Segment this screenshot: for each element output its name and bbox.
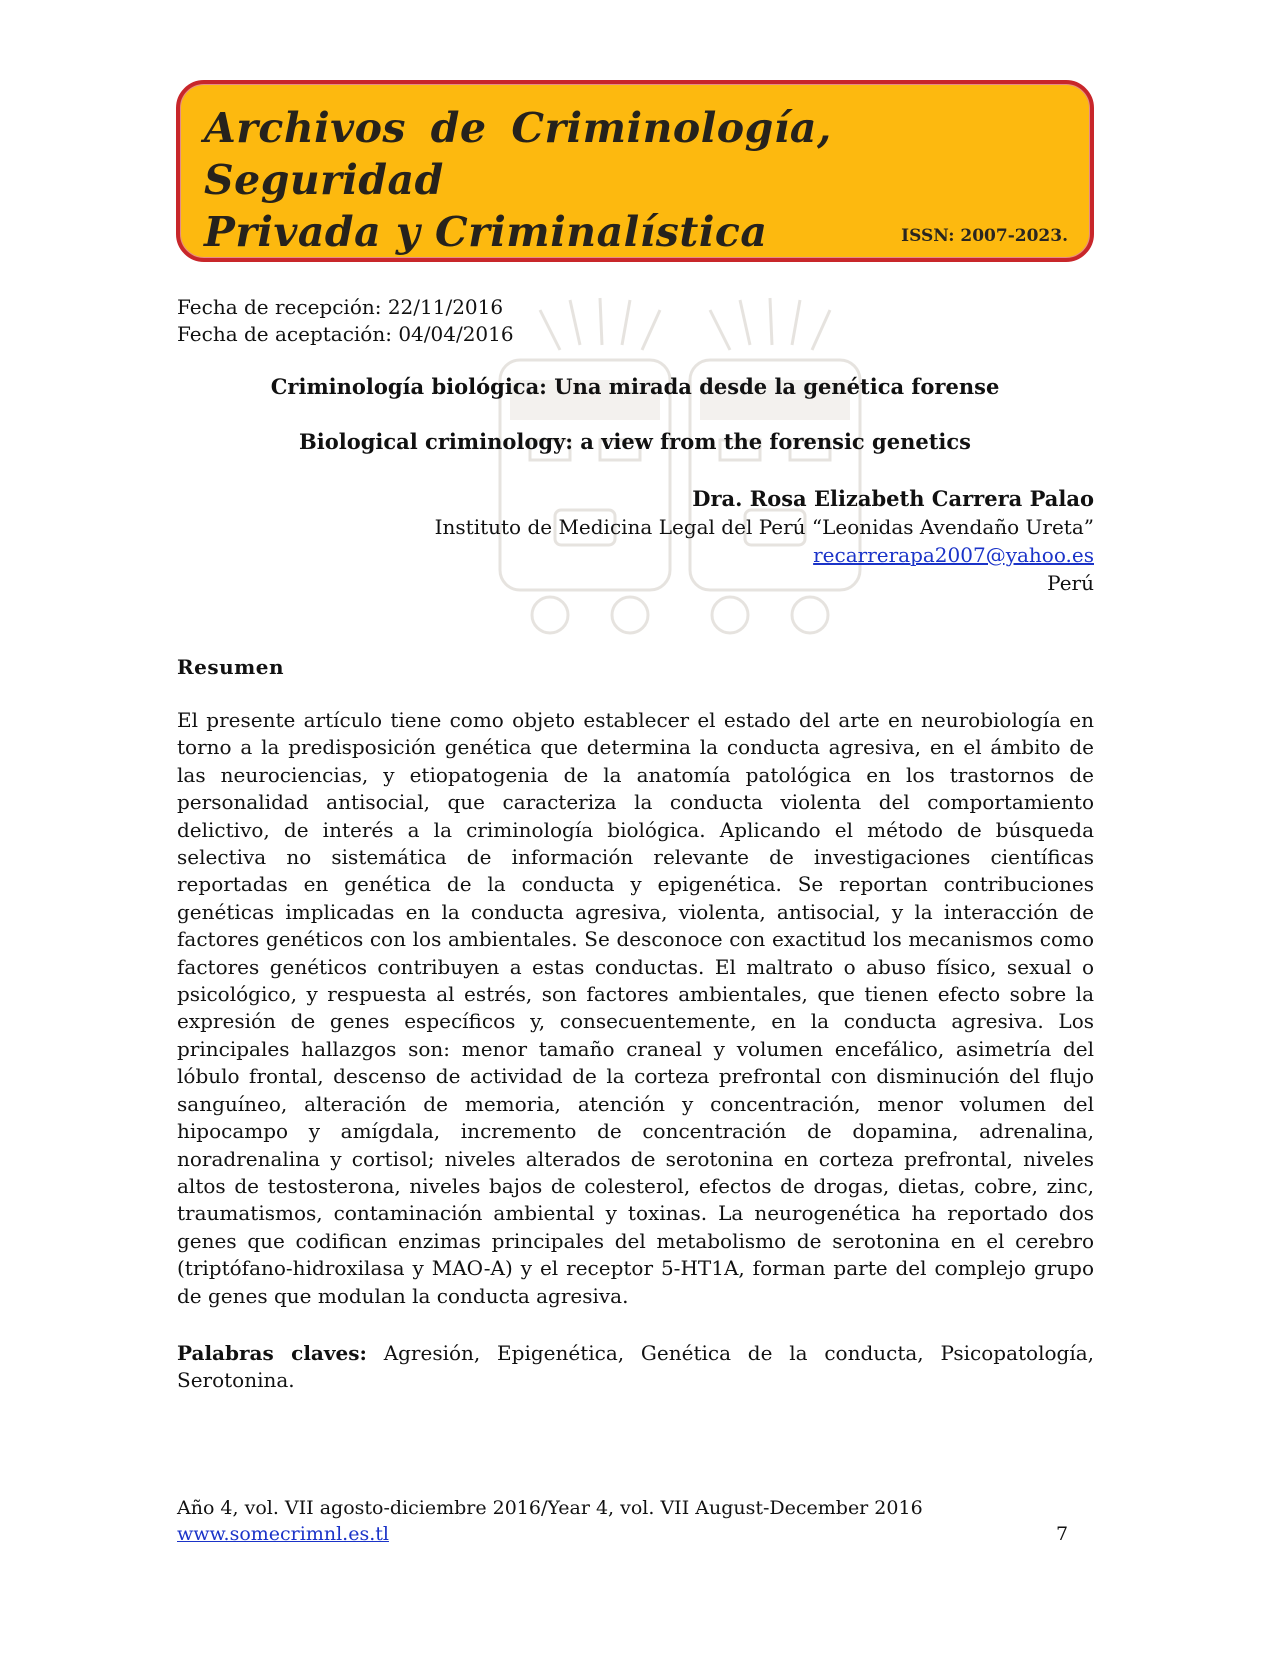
author-email-link[interactable]: recarrerapa2007@yahoo.es xyxy=(813,543,1094,567)
date-received: Fecha de recepción: 22/11/2016 xyxy=(177,295,504,319)
article-title-english: Biological criminology: a view from the forensic genetics xyxy=(298,429,971,454)
abstract-heading: Resumen xyxy=(177,655,285,679)
keywords-label: Palabras claves: xyxy=(177,1341,367,1365)
keywords-paragraph xyxy=(177,1340,1094,1395)
author-name: Dra. Rosa Elizabeth Carrera Palao xyxy=(692,486,1094,511)
page-number: 7 xyxy=(1056,1523,1069,1545)
submission-dates xyxy=(177,294,514,348)
footer-website-link[interactable]: www.somecrimnl.es.tl xyxy=(177,1523,389,1545)
author-institution: Instituto de Medicina Legal del Perú “Leonidas Avendaño Ureta” xyxy=(434,515,1094,539)
article-title-spanish: Criminología biológica: Una mirada desde la genética forense xyxy=(270,374,1000,399)
issn-label: ISSN: 2007-2023. xyxy=(901,226,1068,246)
keywords-text: Agresión, Epigenética, Genética de la conducta, Psicopatología, Serotonina. xyxy=(177,1341,1095,1393)
author-country: Perú xyxy=(1047,571,1094,595)
journal-banner xyxy=(176,80,1094,262)
masks-watermark-image xyxy=(470,290,890,655)
date-accepted: Fecha de aceptación: 04/04/2016 xyxy=(177,322,514,346)
footer-issue-info: Año 4, vol. VII agosto-diciembre 2016/Year 4, vol. VII August-December 2016 xyxy=(177,1497,923,1519)
abstract-body: El presente artículo tiene como objeto establecer el estado del arte en neurobiología en torno a la predisposición genética que determina la conducta agresiva, en el ámbito de las neurociencias, y etiopatogenia de la anatomía patológica en los trastornos de personalidad antisocial, que caracteriza la conducta violenta del comportamiento delictivo, de interés a la criminología biológica. Aplicando el método de búsqueda selectiva no sistemática de información relevante de investigaciones científicas reportadas en genética de la conducta y epigenética. Se reportan contribuciones genéticas implicadas en la conducta agresiva, violenta, antisocial, y la interacción de factores genéticos con los ambientales. Se desconoce con exactitud los mecanismos como factores genéticos contribuyen a estas conductas. El maltrato o abuso físico, sexual o psicológico, y respuesta al estrés, son factores ambientales, que tienen efecto sobre la expresión de genes específicos y, consecuentemente, en la conducta agresiva. Los principales hallazgos son: menor tamaño craneal y volumen encefálico, asimetría del lóbulo frontal, descenso de actividad de la corteza prefrontal con disminución del flujo sanguíneo, alteración de memoria, atención y concentración, menor volumen del hipocampo y amígdala, incremento de concentración de dopamina, adrenalina, noradrenalina y cortisol; niveles alterados de serotonina en corteza prefrontal, niveles altos de testosterona, niveles bajos de colesterol, efectos de drogas, dietas, cobre, zinc, traumatismos, contaminación ambiental y toxinas. La neurogenética ha reportado dos genes que codifican enzimas principales del metabolismo de serotonina en el cerebro (triptófano-hidroxilasa y MAO-A) y el receptor 5-HT1A, forman parte del complejo grupo de genes que modulan la conducta agresiva. xyxy=(177,708,1094,1308)
journal-title-line2: Privada y Criminalística xyxy=(204,208,768,256)
author-block xyxy=(435,485,1094,597)
journal-title-line1: Archivos de Criminología, Seguridad xyxy=(204,104,832,204)
